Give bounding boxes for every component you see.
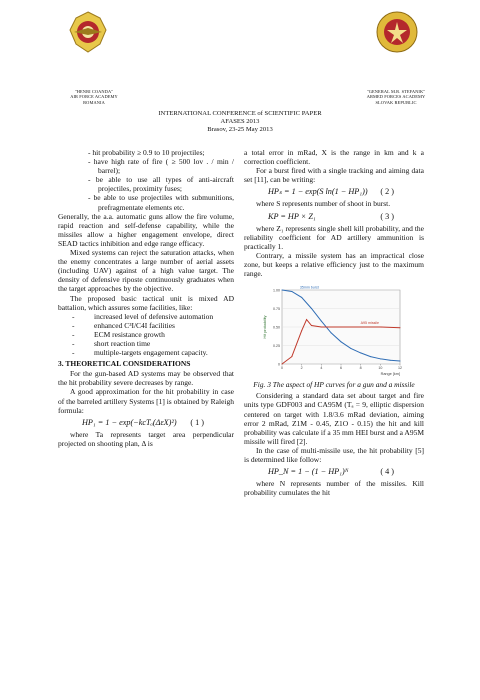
x-tick-label: 4 bbox=[320, 366, 323, 371]
paragraph: Contrary, a missile system has an impractical close zone, but keeps a relative efficiency just to the maximum range. bbox=[244, 250, 424, 279]
left-institution-name: "HENRI COANDA" bbox=[74, 89, 114, 94]
data-point bbox=[370, 356, 371, 357]
conference-name: AFASES 2013 bbox=[220, 118, 260, 125]
data-point bbox=[341, 327, 342, 328]
paragraph: where Ta represents target area perpendicular projected on shooting plan, Δ is bbox=[58, 429, 234, 448]
data-point bbox=[360, 353, 361, 354]
armed-forces-academy-logo bbox=[375, 10, 419, 54]
data-point bbox=[341, 342, 342, 343]
data-point bbox=[400, 327, 401, 328]
equation-text: HPₛ = 1 − exp(S ln(1 − HP₁)) bbox=[268, 187, 368, 197]
requirement-item: - hit probability ≥ 0.9 to 10 projectiles; bbox=[88, 148, 205, 157]
data-point bbox=[400, 361, 401, 362]
x-tick-label: 10 bbox=[378, 366, 383, 371]
right-institution-type: ARMED FORCES ACADEMY bbox=[366, 94, 426, 100]
series-label: A95 missile bbox=[360, 321, 380, 326]
paragraph: a total error in mRad, X is the range in km and k a correction coefficient. bbox=[244, 148, 424, 167]
data-point bbox=[282, 364, 283, 365]
equation-4 bbox=[244, 464, 424, 479]
equation-3 bbox=[244, 209, 424, 224]
y-tick-label: 0.50 bbox=[273, 325, 280, 330]
right-institution-name: "GENERAL M.R. STEFANIK" bbox=[366, 89, 426, 94]
data-point bbox=[360, 327, 361, 328]
left-column bbox=[58, 148, 234, 448]
series-label: 35mm burst bbox=[299, 285, 319, 290]
data-point bbox=[291, 291, 292, 292]
y-tick-label: 0.25 bbox=[273, 344, 280, 349]
paragraph: A good approximation for the hit probability in case of the barreled artillery Systems [1] is obtained by Raleigh formula: bbox=[58, 387, 234, 415]
paragraph: where Z₁ represents single shell kill probability, and the reliability coefficient for AD artillery ammunition is practically 1. bbox=[244, 223, 424, 251]
paragraph: where S represents number of shoot in burst. bbox=[256, 199, 391, 209]
data-point bbox=[291, 356, 292, 357]
figure-caption: Fig. 3 The aspect of HP curves for a gun and a missile bbox=[253, 380, 415, 390]
paragraph: For a burst fired with a single tracking and aiming data set [11], can be writing: bbox=[244, 166, 424, 185]
x-tick-label: 8 bbox=[359, 366, 362, 371]
left-institution-type: AIR FORCE ACADEMY bbox=[70, 94, 118, 100]
data-point bbox=[321, 327, 322, 328]
equation-text: KP = HP × Z₁ bbox=[268, 211, 316, 221]
paragraph: For the gun-based AD systems may be observed that the hit probability severe decreases by range. bbox=[58, 369, 234, 388]
conference-header bbox=[0, 110, 480, 134]
right-institution bbox=[321, 89, 471, 105]
equation-text: HP_N = 1 − (1 − HP₁)ᴺ bbox=[268, 467, 349, 477]
equation-number: ( 1 ) bbox=[190, 417, 204, 427]
y-tick-label: 0.75 bbox=[273, 307, 280, 312]
equation-number: ( 2 ) bbox=[380, 187, 394, 197]
left-institution bbox=[19, 89, 169, 105]
list-item: - multiple-targets engagement capacity. bbox=[58, 348, 234, 357]
data-point bbox=[380, 327, 381, 328]
list-item: - short reaction time bbox=[58, 339, 234, 348]
requirement-item: - have high rate of fire ( ≥ 500 lov . / min / barrel); bbox=[88, 157, 234, 176]
paragraph: where N represents number of the missiles. Kill probability cumulates the hit bbox=[244, 479, 424, 498]
equation-number: ( 4 ) bbox=[380, 467, 394, 477]
list-item: - increased level of defensive automation bbox=[58, 312, 234, 321]
data-point bbox=[380, 359, 381, 360]
data-point bbox=[306, 319, 307, 320]
y-tick-label: 1.00 bbox=[273, 288, 280, 293]
paragraph: Mixed systems can reject the saturation attacks, when the enemy concentrates a large number of aerial assets (including UAV) against of a high value target. The density of defensive riposte continuously graduates when the target approaches by the objective. bbox=[58, 248, 234, 294]
conference-place-date: Brasov, 23-25 May 2013 bbox=[207, 126, 273, 133]
equation-2 bbox=[244, 184, 424, 199]
section-heading: 3. THEORETICAL CONSIDERATIONS bbox=[58, 359, 191, 369]
data-point bbox=[390, 360, 391, 361]
air-force-academy-logo bbox=[66, 10, 110, 54]
requirement-item: - be able to use projectiles with submunitions, prefragmentate elements etc. bbox=[88, 193, 234, 212]
data-point bbox=[311, 308, 312, 309]
list-item: - ECM resistance growth bbox=[58, 330, 234, 339]
x-tick-label: 0 bbox=[281, 366, 283, 371]
paragraph: Considering a standard data set about target and fire units type GDF003 and CA95M (Tₐ = 9, elliptic dispersion centered on target with 1.8/3.6 mRad deviation, aiming error 2 mRad, Z1M - 0.45, Z1O - 0.15) the hit and kill probability was calculate if a 35 mm HEI burst and a A95M missile will fired [2]. bbox=[244, 391, 424, 446]
y-tick-label: 0 bbox=[278, 362, 280, 367]
y-axis-label: Hit probability bbox=[263, 315, 267, 339]
data-point bbox=[301, 330, 302, 331]
requirement-item: - be able to use all types of anti-aircraft projectiles, proximity fuses; bbox=[88, 175, 234, 194]
data-point bbox=[321, 321, 322, 322]
paragraph: The proposed basic tactical unit is mixed AD battalion, which assures some facilities, like: bbox=[58, 293, 234, 312]
paragraph: In the case of multi-missile use, the hit probability [5] is determined like follow: bbox=[244, 445, 424, 464]
equation-text: HP₁ = 1 − exp(−kcTₐ(ΔεX)²) bbox=[82, 417, 177, 427]
conference-title: INTERNATIONAL CONFERENCE of SCIENTIFIC PAPER bbox=[158, 110, 322, 117]
data-point bbox=[311, 325, 312, 326]
data-point bbox=[331, 333, 332, 334]
right-column bbox=[244, 148, 424, 497]
equation-1 bbox=[58, 415, 234, 430]
hp-curves-figure bbox=[260, 284, 406, 377]
x-tick-label: 12 bbox=[398, 366, 402, 371]
left-institution-country: ROMANIA bbox=[83, 99, 105, 105]
facilities-list bbox=[58, 312, 234, 357]
data-point bbox=[282, 290, 283, 291]
list-item: - enhanced C³I/C4I facilities bbox=[58, 321, 234, 330]
x-tick-label: 2 bbox=[300, 366, 303, 371]
hp-curves-chart bbox=[260, 284, 406, 377]
equation-number: ( 3 ) bbox=[380, 211, 394, 221]
x-tick-label: 6 bbox=[340, 366, 342, 371]
paragraph: Generally, the a.a. automatic guns allow the fire volume, rapid reaction and self-defense capability, while the missiles allow a higher engagement envelope, direct SEAD tactics inhibition and edge range efficacy. bbox=[58, 211, 234, 248]
data-point bbox=[301, 297, 302, 298]
data-point bbox=[350, 348, 351, 349]
x-axis-label: Range [km] bbox=[380, 372, 400, 377]
right-institution-country: SLOVAK REPUBLIC bbox=[375, 99, 417, 105]
